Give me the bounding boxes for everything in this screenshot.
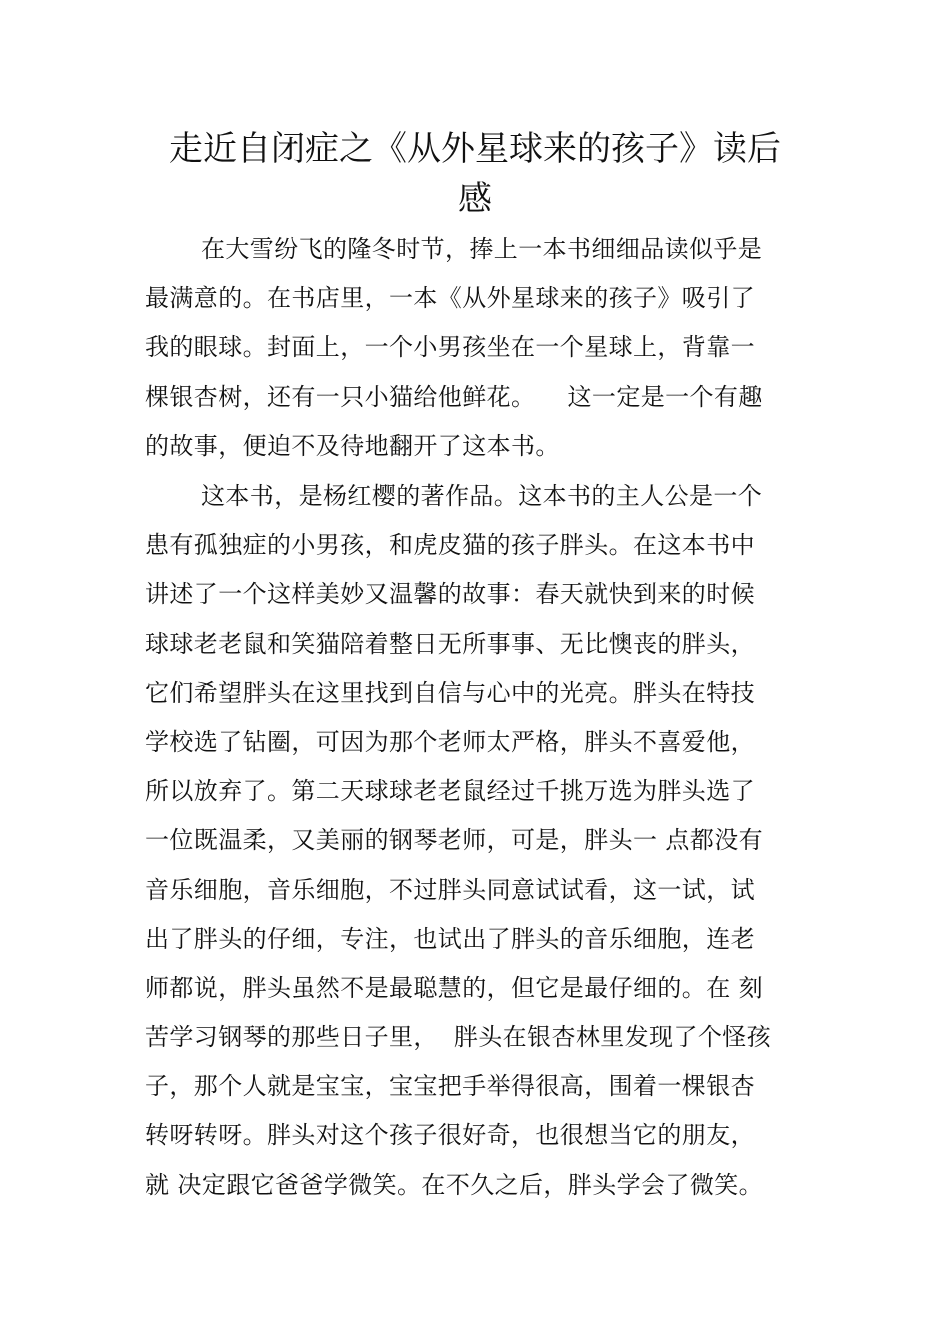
paragraph-line: 在大雪纷飞的隆冬时节，捧上一本书细细品读似乎是 — [201, 235, 763, 263]
paragraph-line: 我的眼球。封面上，一个小男孩坐在一个星球上，背靠一 — [145, 333, 755, 362]
paragraph-line: 最满意的。在书店里，一本《从外星球来的孩子》吸引了 — [145, 284, 755, 313]
paragraph-1 — [145, 225, 805, 471]
paragraph-line: 学校选了钻圈，可因为那个老师太严格，胖头不喜爱他， — [145, 727, 755, 756]
paragraph-line: 出了胖头的仔细，专注，也试出了胖头的音乐细胞，连老 — [145, 924, 755, 953]
paragraph-line: 师都说，胖头虽然不是最聪慧的，但它是最仔细的。在 刻 — [145, 973, 764, 1002]
paragraph-line: 的故事，便迫不及待地翻开了这本书。 — [145, 431, 560, 460]
paragraph-line: 音乐细胞，音乐细胞，不过胖头同意试试看，这一试，试 — [145, 875, 755, 904]
paragraph-line: 讲述了一个这样美妙又温馨的故事：春天就快到来的时候 — [145, 580, 755, 609]
paragraph-line: 这本书，是杨红樱的著作品。这本书的主人公是一个 — [201, 482, 763, 510]
title-line: 走近自闭症之《从外星球来的孩子》读后 — [169, 129, 781, 169]
paragraph-line: 一位既温柔，又美丽的钢琴老师，可是，胖头一 点都没有 — [145, 826, 764, 855]
title-line: 感 — [458, 179, 492, 219]
paragraph-line: 棵银杏树，还有一只小猫给他鲜花。 这一定是一个有趣 — [145, 382, 763, 411]
paragraph-line: 所以放弃了。第二天球球老老鼠经过千挑万选为胖头选了 — [145, 777, 755, 806]
paragraph-line: 球球老老鼠和笑猫陪着整日无所事事、无比懊丧的胖头， — [145, 629, 755, 658]
paragraph-line: 它们希望胖头在这里找到自信与心中的光亮。胖头在特技 — [145, 678, 755, 707]
paragraph-line: 子，那个人就是宝宝，宝宝把手举得很高，围着一棵银杏 — [145, 1072, 755, 1101]
paragraph-line: 转呀转呀。胖头对这个孩子很好奇，也很想当它的朋友， — [145, 1121, 755, 1150]
paragraph-2 — [145, 472, 805, 1210]
paragraph-line: 苦学习钢琴的那些日子里， 胖头在银杏林里发现了个怪孩 — [145, 1023, 772, 1052]
paragraph-line: 患有孤独症的小男孩，和虎皮猫的孩子胖头。在这本书中 — [145, 531, 755, 560]
document-title — [140, 124, 810, 224]
paragraph-line: 就 决定跟它爸爸学微笑。在不久之后，胖头学会了微笑。 — [145, 1170, 764, 1199]
